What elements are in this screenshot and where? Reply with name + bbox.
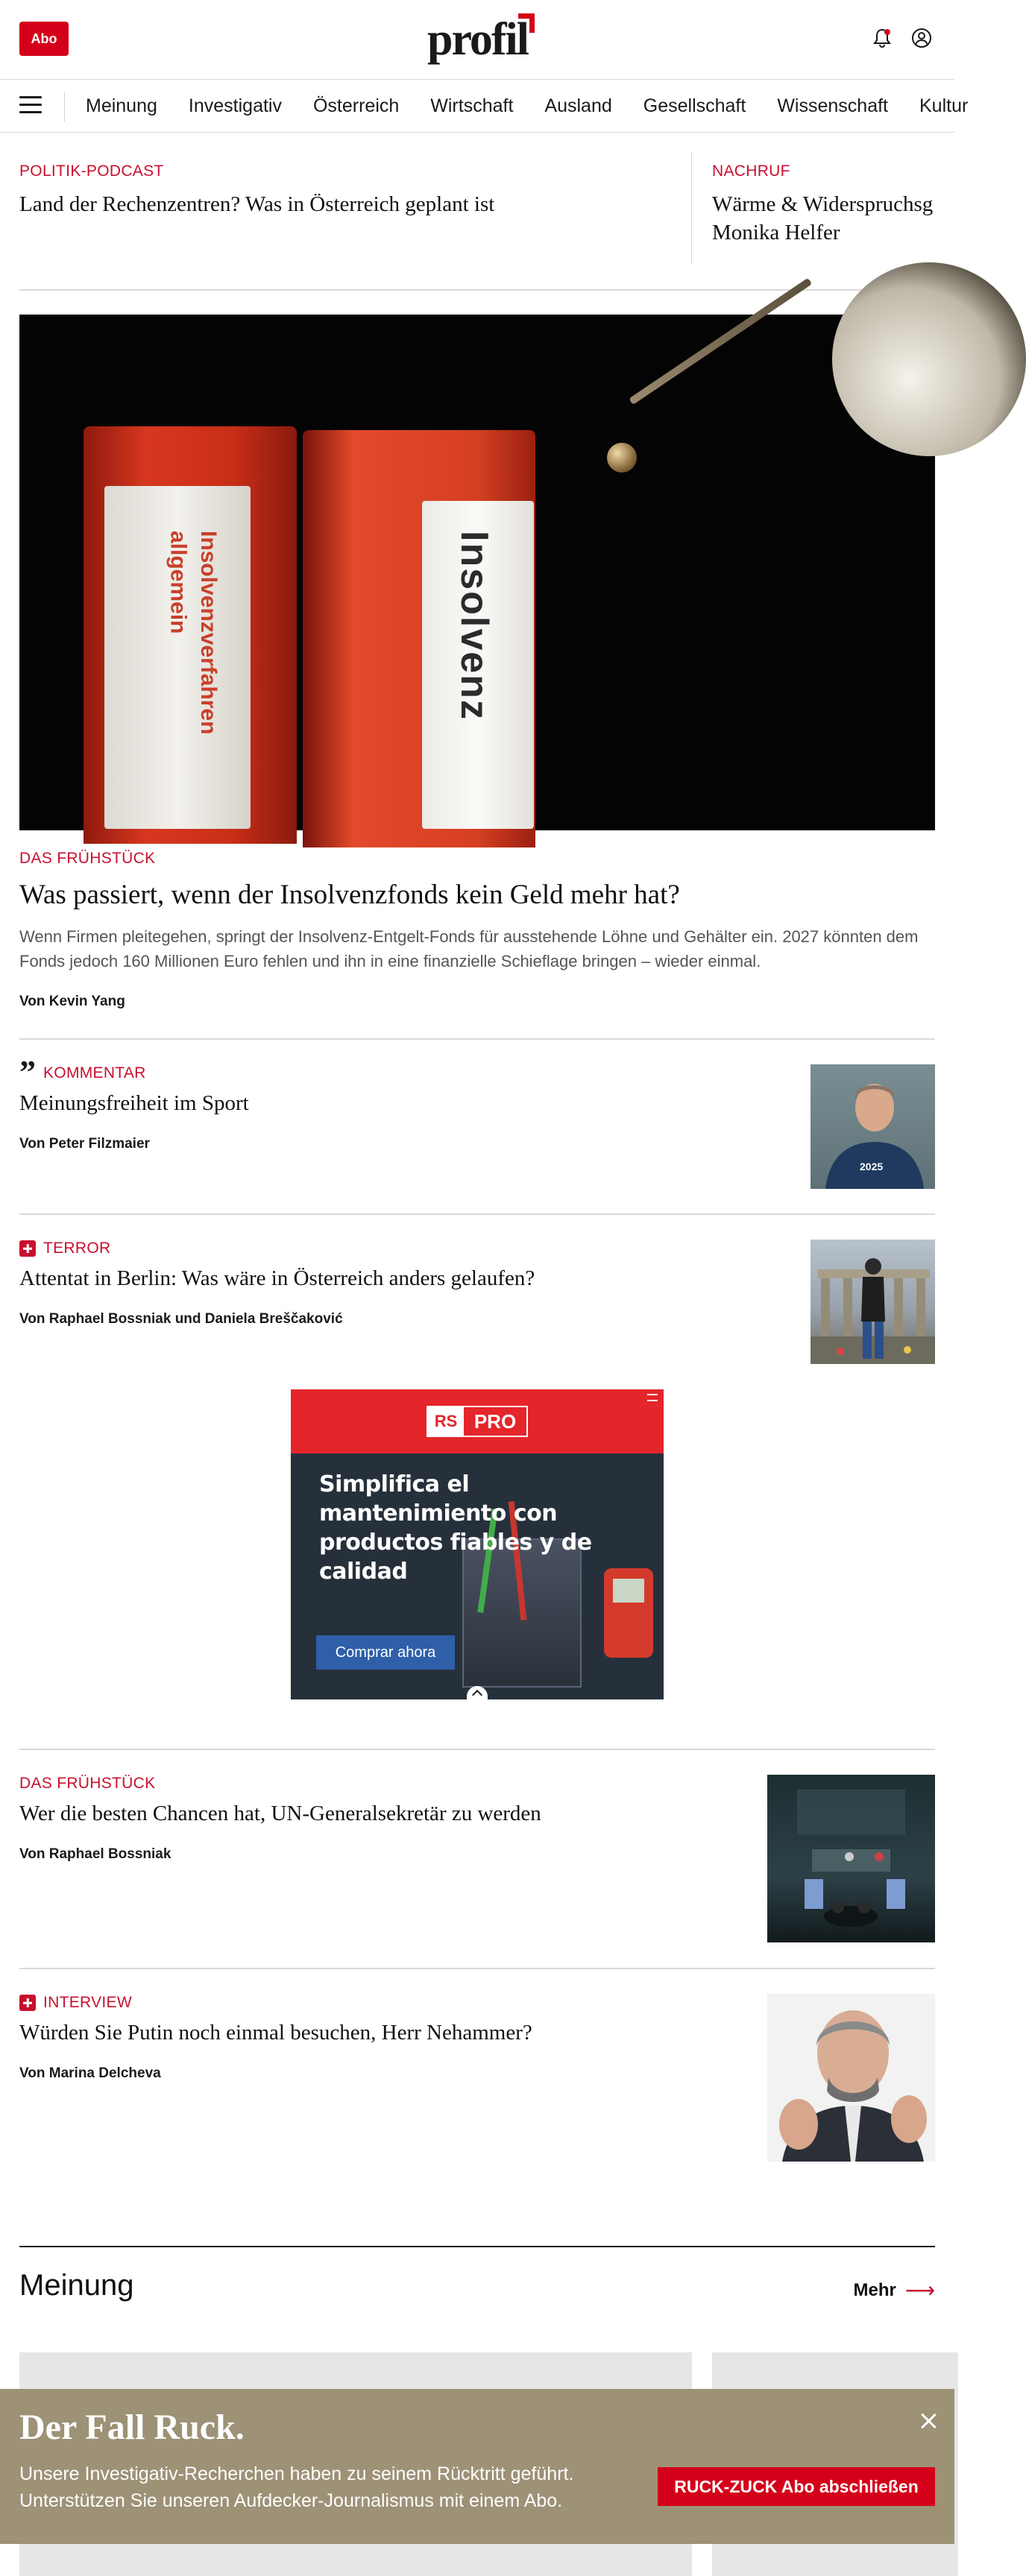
article-kicker: KOMMENTAR (43, 1064, 146, 1082)
section-divider (19, 1213, 935, 1215)
lead-byline: Von Kevin Yang (19, 994, 125, 1009)
top-teaser-nachruf[interactable] (712, 162, 954, 247)
user-icon[interactable] (909, 25, 934, 51)
ad-logo-rs: RS (428, 1407, 464, 1436)
nav-items (86, 80, 968, 132)
article-kicker: DAS FRÜHSTÜCK (19, 1775, 156, 1792)
article-title: Wer die besten Chancen hat, UN-Generalsekretär zu werden (19, 1802, 541, 1825)
advertisement-rs-pro[interactable] (291, 1389, 664, 1699)
arrow-right-icon: ⟶ (904, 2279, 935, 2302)
lamp (832, 262, 1026, 456)
binder-label-1-line-2: allgemein (166, 531, 191, 634)
nav-divider (64, 92, 65, 121)
teaser-title-line-2: Monika Helfer (712, 220, 840, 244)
article-byline: Von Peter Filzmaier (19, 1135, 150, 1152)
menu-icon[interactable] (19, 96, 42, 116)
ad-multimeter (604, 1568, 653, 1658)
article-title: Meinungsfreiheit im Sport (19, 1091, 249, 1115)
article-thumbnail-filzmaier[interactable] (811, 1064, 935, 1189)
teaser-kicker: POLITIK-PODCAST (19, 162, 164, 180)
plus-icon (19, 1240, 36, 1257)
nav-item-ausland[interactable]: Ausland (544, 95, 612, 116)
profil-logo[interactable] (427, 12, 536, 64)
pin (629, 278, 812, 405)
banner-title: Der Fall Ruck. (19, 2408, 245, 2447)
plus-icon (19, 1995, 36, 2011)
main-nav (0, 79, 969, 133)
logo-text: profil (427, 14, 528, 65)
article-terror[interactable] (19, 1240, 935, 1328)
nav-item-oesterreich[interactable]: Österreich (312, 95, 400, 116)
ad-header (291, 1389, 664, 1453)
more-link[interactable] (854, 2278, 935, 2302)
teaser-title-line-1: Wärme & Widerspruchsg (712, 192, 934, 216)
ad-logo-pro: PRO (473, 1409, 517, 1433)
section-divider (19, 1749, 935, 1750)
article-kicker: INTERVIEW (43, 1994, 132, 2011)
article-thumbnail-un[interactable] (767, 1775, 935, 1942)
teaser-title: Land der Rechenzentren? Was in Österreich geplant ist (19, 192, 495, 216)
ad-headline: Simplifica el mantenimiento con productos fiables y de calidad (319, 1471, 592, 1585)
nav-item-gesellschaft[interactable]: Gesellschaft (643, 95, 746, 116)
article-byline: Von Raphael Bossniak (19, 1846, 171, 1862)
nav-item-wissenschaft[interactable]: Wissenschaft (777, 95, 888, 116)
top-teaser-podcast[interactable] (19, 162, 676, 219)
pin-head (607, 443, 637, 473)
quote-icon: ” (19, 1054, 36, 1090)
rs-pro-logo (427, 1406, 528, 1437)
binder-label-2: Insolvenz (453, 531, 496, 721)
article-kicker: TERROR (43, 1240, 111, 1257)
lead-title[interactable]: Was passiert, wenn der Insolvenzfonds kein Geld mehr hat? (19, 880, 680, 910)
abo-button[interactable]: Abo (19, 22, 69, 56)
section-divider (19, 1038, 935, 1040)
logo-mark-icon (518, 13, 535, 33)
lead-summary: Wenn Firmen pleitegehen, springt der Insolvenz-Entgelt-Fonds für ausstehende Löhne und Gehälter ein. 2027 könnten dem Fonds jedoch 160 Millionen Euro fehlen und ihn in eine finanzielle Schieflage bringen – wieder einmal. (19, 927, 919, 970)
close-icon[interactable] (917, 2410, 940, 2432)
svg-text:2025: 2025 (860, 1161, 884, 1172)
chevron-up-icon[interactable] (467, 1686, 488, 1701)
nav-item-kultur[interactable]: Kultur (919, 95, 969, 116)
binder-label-1-line-1: Insolvenzverfahren (196, 531, 221, 735)
section-rule (19, 2246, 935, 2247)
teaser-kicker: NACHRUF (712, 162, 790, 180)
subscribe-button[interactable]: RUCK-ZUCK Abo abschließen (658, 2467, 935, 2506)
binder-label-left (104, 486, 251, 829)
site-header (0, 0, 954, 79)
lead-kicker: DAS FRÜHSTÜCK (19, 850, 156, 867)
article-title: Würden Sie Putin noch einmal besuchen, Herr Nehammer? (19, 2021, 532, 2045)
binder-label-right (422, 501, 534, 829)
article-title: Attentat in Berlin: Was wäre in Österreich anders gelaufen? (19, 1266, 535, 1290)
teaser-divider (691, 152, 692, 264)
section-title-meinung[interactable]: Meinung (19, 2269, 134, 2302)
nav-item-investigativ[interactable]: Investigativ (188, 95, 282, 116)
article-kommentar[interactable] (19, 1054, 935, 1152)
section-divider (19, 1968, 935, 1969)
article-byline: Von Raphael Bossniak und Daniela Breščaković (19, 1310, 343, 1327)
subscription-banner (0, 2389, 954, 2544)
more-label: Mehr (853, 2279, 896, 2300)
banner-text: Unsere Investigativ-Recherchen haben zu seinem Rücktritt geführt. Unterstützen Sie unseren Aufdecker-Journalismus mit einem Abo. (19, 2463, 574, 2512)
article-byline: Von Marina Delcheva (19, 2065, 161, 2081)
article-thumbnail-berlin[interactable] (811, 1240, 935, 1364)
bell-icon[interactable] (869, 25, 895, 51)
nav-item-meinung[interactable]: Meinung (86, 95, 157, 116)
ad-menu-icon[interactable] (647, 1394, 658, 1401)
hero-image[interactable] (19, 315, 935, 830)
ad-cta-button[interactable]: Comprar ahora (316, 1635, 455, 1670)
article-thumbnail-nehammer[interactable] (767, 1994, 935, 2162)
nav-item-wirtschaft[interactable]: Wirtschaft (430, 95, 514, 116)
